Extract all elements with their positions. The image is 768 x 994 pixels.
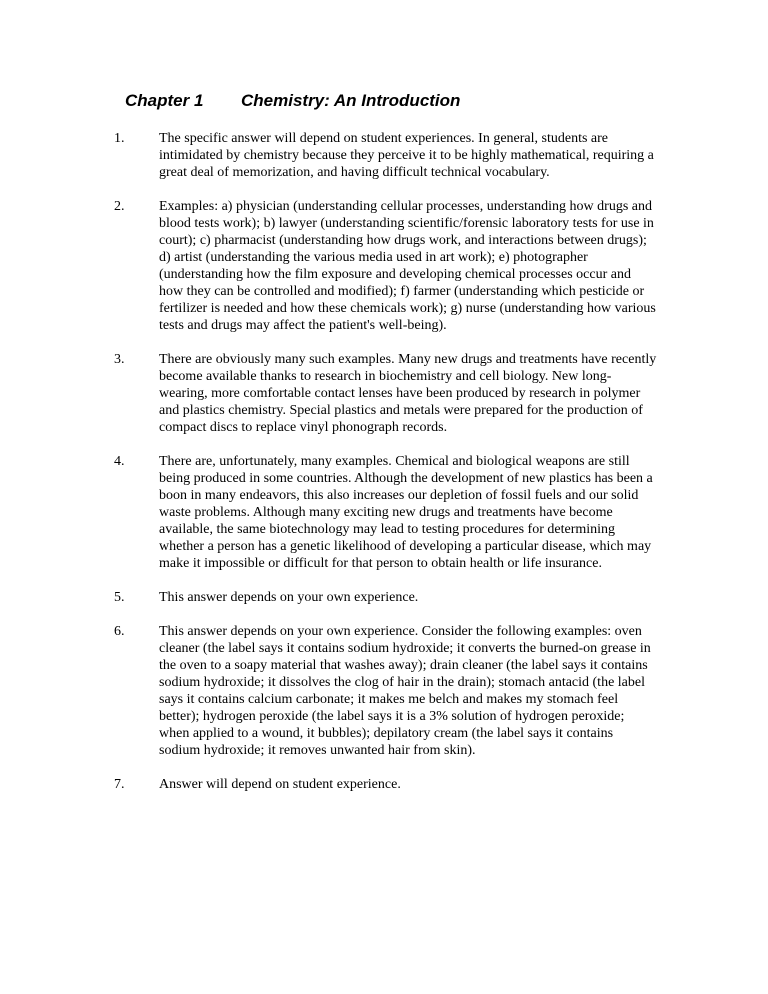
answer-number: 2. [114,199,125,214]
answer-item [0,130,768,181]
answer-number: 3. [114,352,125,367]
answer-number: 4. [114,454,125,469]
answer-number: 5. [114,590,125,605]
answer-text: Answer will depend on student experience. [159,777,401,792]
answer-item [0,351,768,436]
chapter-title: Chemistry: An Introduction [241,91,461,110]
answer-text: This answer depends on your own experience. [159,590,419,605]
answer-item [0,453,768,572]
answer-text: There are obviously many such examples. Many new drugs and treatments have recently become available thanks to research in biochemistry and cell biology. New long-wearing, more comfortable contact lenses have been produced by research in polymer and plastics chemistry. Special plastics and metals were prepared for the production of compact discs to replace vinyl phonograph records. [159,352,657,435]
answer-item [0,623,768,759]
answer-text: Examples: a) physician (understanding cellular processes, understanding how drugs and blood tests work); b) lawyer (understanding scientific/forensic laboratory tests for use in court); c) pharmacist (understanding how drugs work, and interactions between drugs); d) artist (understanding the various media used in art work); e) photographer (understanding how the film exposure and developing chemical processes occur and how they can be controlled and modified); f) farmer (understanding which pesticide or fertilizer is needed and how these chemicals work); g) nurse (understanding how various tests and drugs may affect the patient's well-being). [159,199,656,333]
answer-text: The specific answer will depend on student experiences. In general, students are intimidated by chemistry because they perceive it to be highly mathematical, requiring a great deal of memorization, and having difficult technical vocabulary. [159,131,654,180]
answer-number: 7. [114,777,125,792]
answer-text: There are, unfortunately, many examples. Chemical and biological weapons are still being produced in some countries. Although the development of new plastics has been a boon in many endeavors, this also increases our depletion of fossil fuels and our solid waste problems. Although many exciting new drugs and treatments have become available, the same biotechnology may lead to testing procedures for determining whether a person has a genetic likelihood of developing a particular disease, which may make it impossible or difficult for that person to obtain health or life insurance. [159,454,653,571]
answer-item [0,589,768,606]
answer-list [0,130,768,810]
answer-item [0,198,768,334]
answer-text: This answer depends on your own experience. Consider the following examples: oven cleaner (the label says it contains sodium hydroxide; it converts the burned-on grease in the oven to a soapy material that washes away); drain cleaner (the label says it contains sodium hydroxide; it dissolves the clog of hair in the drain); stomach antacid (the label says it contains calcium carbonate; it makes me belch and makes my stomach feel better); hydrogen peroxide (the label says it is a 3% solution of hydrogen peroxide; when applied to a wound, it bubbles); depilatory cream (the label says it contains sodium hydroxide; it removes unwanted hair from skin). [159,624,651,758]
answer-number: 1. [114,131,125,146]
chapter-heading [125,90,460,112]
answer-number: 6. [114,624,125,639]
chapter-number: Chapter 1 [125,91,204,110]
answer-item [0,776,768,793]
